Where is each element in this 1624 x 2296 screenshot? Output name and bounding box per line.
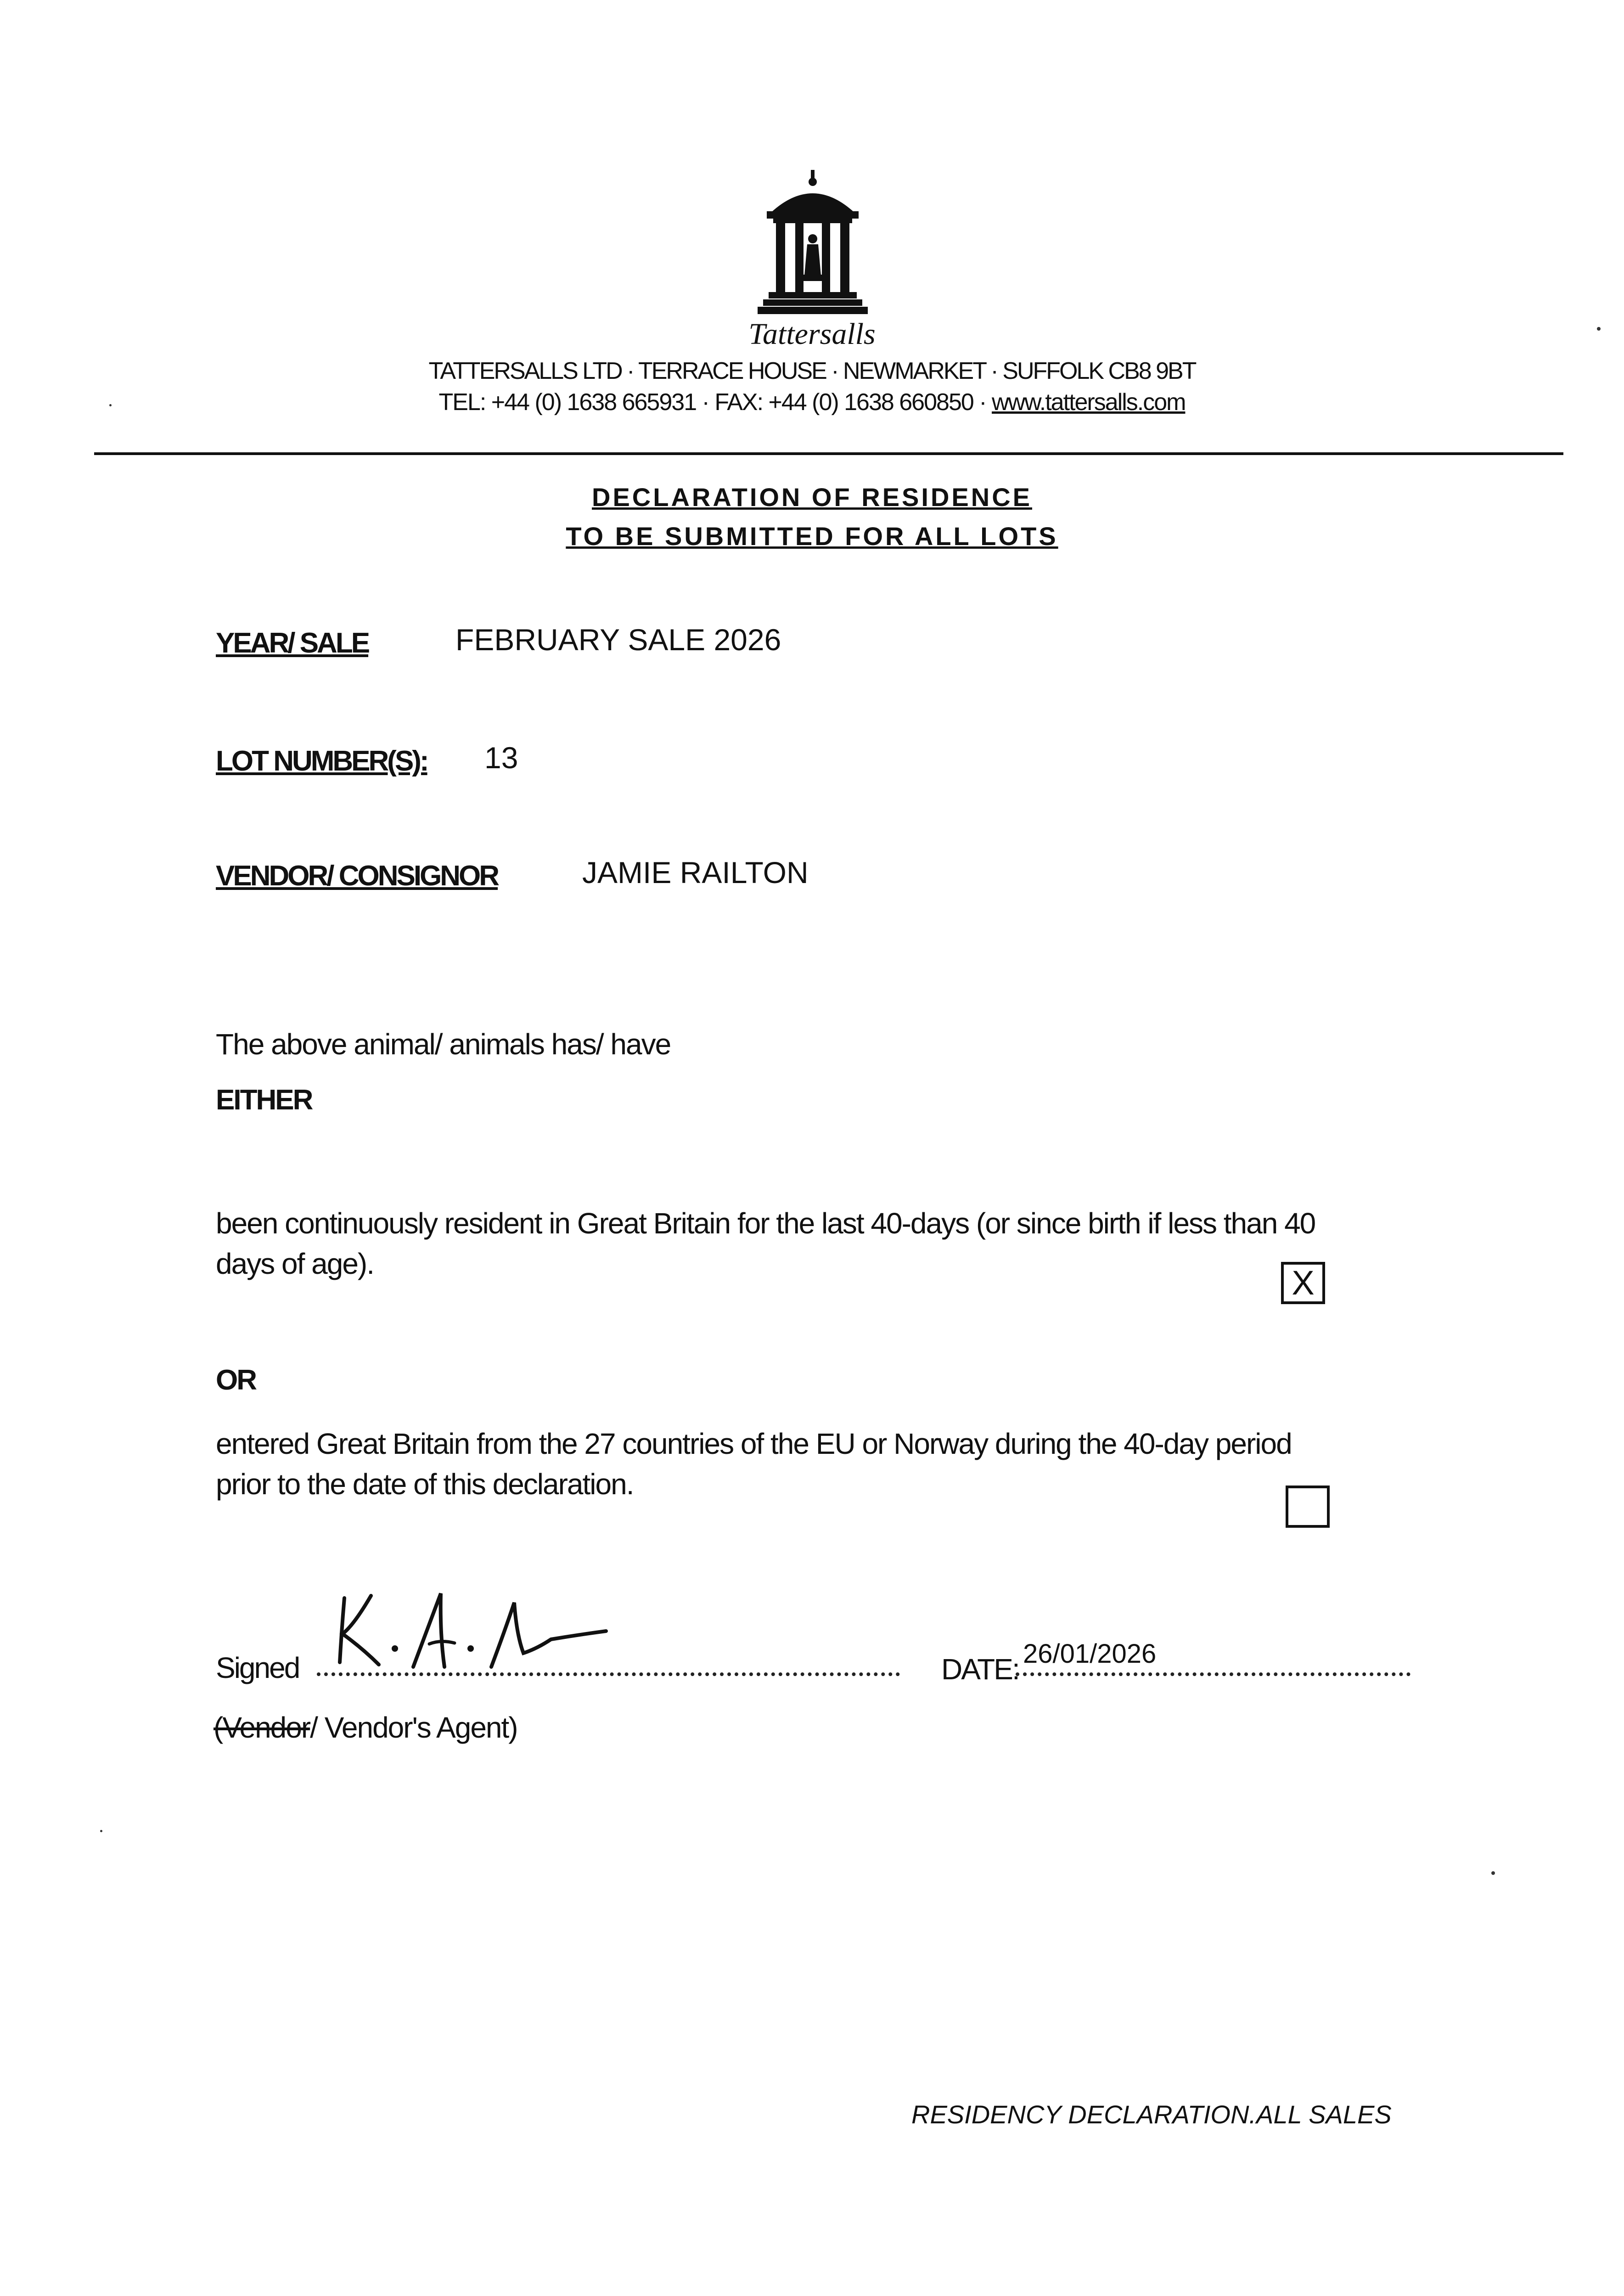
signed-label: Signed	[216, 1651, 299, 1684]
option-one-line-1: been continuously resident in Great Britain for the last 40-days (or since birth if less than 40	[216, 1207, 1315, 1240]
scan-speck	[109, 404, 112, 406]
vendor-label: VENDOR/ CONSIGNOR	[216, 860, 498, 892]
form-reference-footer: RESIDENCY DECLARATION.ALL SALES	[911, 2100, 1392, 2129]
option-one-line-2: days of age).	[216, 1247, 374, 1280]
option-two-line-2: prior to the date of this declaration.	[216, 1468, 634, 1501]
year-sale-value: FEBRUARY SALE 2026	[455, 623, 781, 657]
scan-speck	[1597, 327, 1601, 331]
either-heading: EITHER	[216, 1084, 312, 1116]
company-contact	[0, 388, 1624, 416]
scan-speck	[100, 1830, 102, 1832]
scan-speck	[1491, 1871, 1495, 1875]
signatory-role-agent: / Vendor's Agent)	[310, 1711, 517, 1744]
header-divider	[94, 452, 1563, 455]
option-two-checkbox[interactable]	[1286, 1486, 1330, 1528]
contact-phone-fax: TEL: +44 (0) 1638 665931 · FAX: +44 (0) 1638 660850 ·	[438, 389, 992, 416]
lot-numbers-value: 13	[484, 741, 518, 775]
option-two-text	[216, 1424, 1292, 1504]
signature-line	[317, 1668, 900, 1676]
handwritten-signature-icon	[321, 1580, 624, 1676]
lot-numbers-label: LOT NUMBER(S):	[216, 745, 427, 777]
year-sale-label: YEAR/ SALE	[216, 627, 369, 659]
signatory-role	[214, 1711, 517, 1745]
option-one-text	[216, 1203, 1315, 1284]
document-subtitle: TO BE SUBMITTED FOR ALL LOTS	[566, 522, 1058, 551]
option-one-checkbox[interactable]: X	[1281, 1262, 1325, 1304]
option-two-line-1: entered Great Britain from the 27 countries of the EU or Norway during the 40-day period	[216, 1427, 1292, 1460]
website-link[interactable]: www.tattersalls.com	[992, 389, 1186, 416]
or-heading: OR	[216, 1364, 256, 1396]
date-line	[1016, 1668, 1410, 1676]
date-value: 26/01/2026	[1023, 1639, 1157, 1669]
tattersalls-logo-icon	[753, 170, 872, 317]
company-address: TATTERSALLS LTD · TERRACE HOUSE · NEWMARKET · SUFFOLK CB8 9BT	[428, 358, 1196, 384]
company-name: Tattersalls	[748, 317, 876, 351]
declaration-intro: The above animal/ animals has/ have	[216, 1028, 671, 1061]
signatory-role-struck: (Vendor	[214, 1711, 310, 1744]
vendor-value: JAMIE RAILTON	[582, 855, 809, 889]
document-title: DECLARATION OF RESIDENCE	[592, 483, 1032, 512]
date-label: DATE:	[941, 1653, 1019, 1686]
